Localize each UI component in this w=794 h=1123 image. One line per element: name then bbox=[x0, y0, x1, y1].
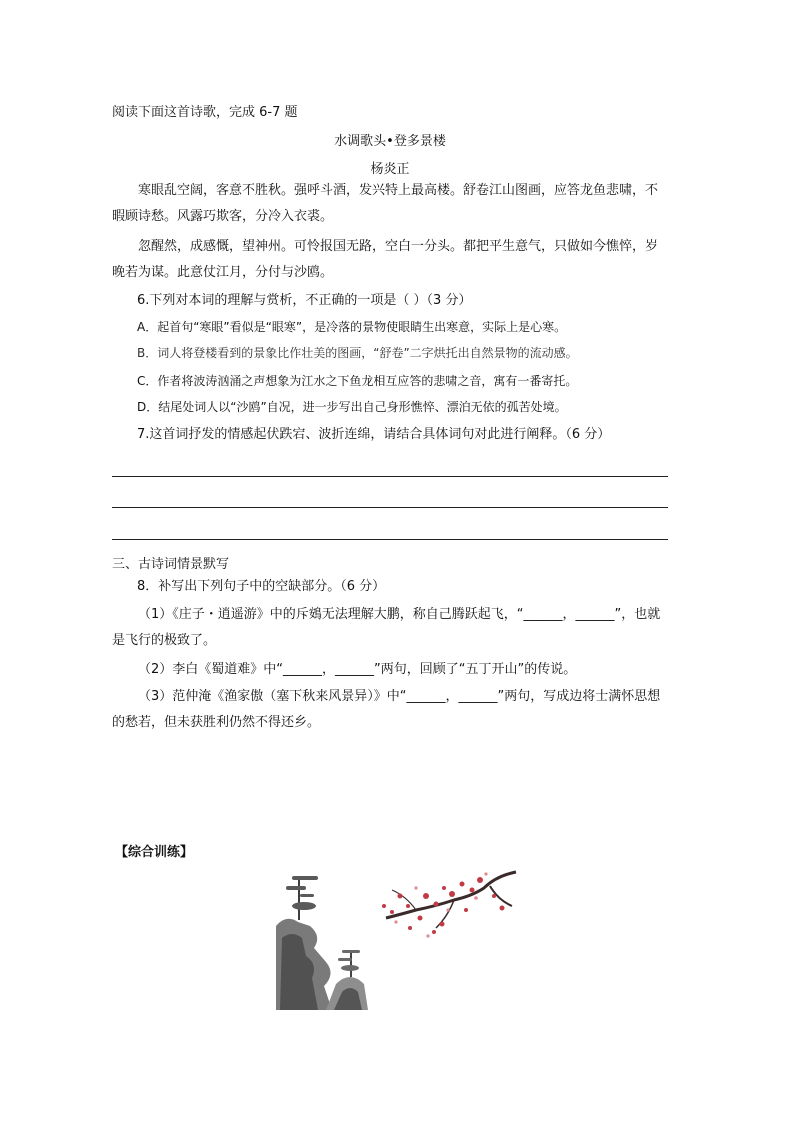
answer-line-2[interactable] bbox=[112, 507, 668, 508]
answer-line-3[interactable] bbox=[112, 539, 668, 540]
ink-landscape-illustration bbox=[276, 866, 518, 1010]
answer-line-1[interactable] bbox=[112, 476, 668, 477]
fill-item-3: （3）范仲淹《渔家傲（塞下秋来风景异）》中“______，______”两句，写成边将士满怀思想的愁若，但未获胜利仍然不得还乡。 bbox=[112, 689, 661, 730]
q6-option-a: A．起首句“寒眼”看似是“眼寒”，是冷落的景物使眼睛生出寒意，实际上是心寒。 bbox=[137, 320, 567, 334]
section-3-heading: 三、古诗词情景默写 bbox=[112, 557, 230, 572]
poem-title: 水调歌头•登多景楼 bbox=[334, 134, 446, 149]
question-8-stem: 8．补写出下列句子中的空缺部分。（6 分） bbox=[137, 579, 386, 594]
q6-option-b: B．词人将登楼看到的景象比作壮美的图画，“舒卷”二字烘托出自然景物的流动感。 bbox=[137, 346, 578, 360]
q6-option-c: C．作者将波涛汹涌之声想象为江水之下鱼龙相互应答的悲啸之音，寓有一番寄托。 bbox=[137, 374, 578, 388]
poem-paragraph-1: 寒眼乱空阔，客意不胜秋。强呼斗酒，发兴特上最高楼。舒卷江山图画，应答龙鱼悲啸，不暇顾诗愁。风露巧欺客，分冷入衣裘。 bbox=[112, 183, 659, 224]
training-label: 【综合训练】 bbox=[115, 845, 194, 860]
ink-pine-left-icon bbox=[286, 876, 318, 920]
poem-paragraph-2: 忽醒然，成感慨，望神州。可怜报国无路，空白一分头。都把平生意气，只做如今憔悴，岁晚若为谋。此意仗江月，分付与沙鸥。 bbox=[112, 239, 659, 280]
ink-rock-cliff-icon bbox=[276, 919, 368, 1010]
fill-item-2: （2）李白《蜀道难》中“______，______”两句，回顾了“五丁开山”的传说。 bbox=[138, 662, 577, 677]
ink-pine-right-icon bbox=[338, 950, 360, 977]
plum-branch-icon bbox=[382, 872, 516, 938]
fill-item-1: （1）《庄子・逍遥游》中的斥鴳无法理解大鹏，称自己腾跃起飞，“______，______”，也就是飞行的极致了。 bbox=[112, 607, 661, 648]
poem-author: 杨炎正 bbox=[370, 162, 410, 177]
question-6-stem: 6.下列对本词的理解与赏析，不正确的一项是（ ）（3 分） bbox=[137, 293, 472, 308]
question-7-stem: 7.这首词抒发的情感起伏跌宕、波折连绵，请结合具体词句对此进行阐释。（6 分） bbox=[137, 427, 611, 442]
intro-line: 阅读下面这首诗歌，完成 6-7 题 bbox=[112, 105, 298, 120]
q6-option-d: D．结尾处词人以“沙鸥”自况，进一步写出自己身形憔悴、漂泊无依的孤苦处境。 bbox=[137, 400, 567, 414]
